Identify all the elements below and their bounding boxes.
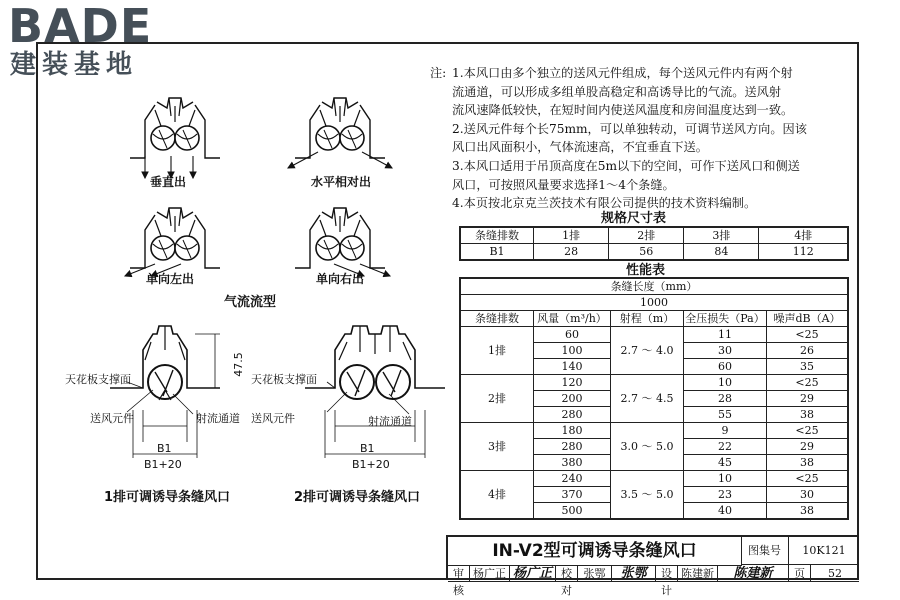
section2-title: 2排可调诱导条缝风口 xyxy=(294,490,421,505)
section1-b1: B1 xyxy=(157,442,172,455)
table-cell: 40 xyxy=(684,503,767,520)
section2-element-label: 送风元件 xyxy=(251,412,295,425)
logo-subtitle: 建装基地 xyxy=(10,50,139,80)
airflow-right xyxy=(295,208,390,276)
table-cell: 1排 xyxy=(534,227,609,244)
table-cell: 23 xyxy=(684,487,767,503)
table-cell: 180 xyxy=(534,423,611,439)
reviewer-signature: 杨广正 xyxy=(510,565,556,582)
table-cell: 10 xyxy=(684,375,767,391)
table-header: 噪声dB（A） xyxy=(767,311,849,327)
airflow-horizontal-label: 水平相对出 xyxy=(311,175,372,189)
table-cell: 10 xyxy=(684,471,767,487)
table-cell: 2排 xyxy=(460,375,534,423)
table-cell: 55 xyxy=(684,407,767,423)
notes xyxy=(430,64,850,213)
table-cell: 条缝排数 xyxy=(460,227,534,244)
table-cell: 500 xyxy=(534,503,611,520)
table-row xyxy=(460,278,848,295)
page-label: 页 xyxy=(789,565,811,582)
table-cell: <25 xyxy=(767,375,849,391)
table-row xyxy=(460,295,848,311)
table-cell: 11 xyxy=(684,327,767,343)
section1-ceiling-label: 天花板支撑面 xyxy=(65,373,131,386)
table-cell: 45 xyxy=(684,455,767,471)
review-label: 审核 xyxy=(448,565,470,582)
table-cell: 29 xyxy=(767,439,849,455)
table-cell: 30 xyxy=(767,487,849,503)
table-row xyxy=(460,327,848,343)
airflow-diagrams xyxy=(40,70,460,590)
table-row xyxy=(460,375,848,391)
reviewer-name: 杨广正 xyxy=(470,565,510,582)
section1-b1-20: B1+20 xyxy=(144,458,182,471)
table-row xyxy=(460,423,848,439)
atlas-label: 图集号 xyxy=(741,537,789,565)
table-cell: 100 xyxy=(534,343,611,359)
table-cell: 4排 xyxy=(759,227,848,244)
table-cell: 3排 xyxy=(684,227,759,244)
table-cell: 4排 xyxy=(460,471,534,520)
section1-drawing xyxy=(110,326,220,458)
table-cell: <25 xyxy=(767,423,849,439)
table-cell: 9 xyxy=(684,423,767,439)
table-cell: 60 xyxy=(684,359,767,375)
table-cell: 200 xyxy=(534,391,611,407)
table-cell: 38 xyxy=(767,407,849,423)
airflow-title: 气流流型 xyxy=(224,295,277,310)
table-cell: 2排 xyxy=(609,227,684,244)
table-cell: 60 xyxy=(534,327,611,343)
table-row xyxy=(460,227,848,244)
table-cell: 120 xyxy=(534,375,611,391)
table-row xyxy=(460,311,848,327)
note-line: 3.本风口适用于吊顶高度在5m以下的空间，可作下送风口和侧送 xyxy=(452,158,800,173)
section1-channel-label: 射流通道 xyxy=(196,412,240,425)
table-cell: 28 xyxy=(534,244,609,261)
table-cell: 84 xyxy=(684,244,759,261)
spec-table-title: 规格尺寸表 xyxy=(601,211,667,226)
table-cell: 22 xyxy=(684,439,767,455)
table-cell: B1 xyxy=(460,244,534,261)
table-cell: <25 xyxy=(767,327,849,343)
table-cell: 112 xyxy=(759,244,848,261)
table-cell: 2.7 ～ 4.5 xyxy=(611,375,684,423)
page-number: 52 xyxy=(811,565,859,582)
perf-length-value: 1000 xyxy=(460,295,848,311)
table-cell: 3.5 ～ 5.0 xyxy=(611,471,684,520)
airflow-vertical-label: 垂直出 xyxy=(150,175,187,189)
table-cell: 380 xyxy=(534,455,611,471)
table-cell: 140 xyxy=(534,359,611,375)
table-cell: 280 xyxy=(534,439,611,455)
table-cell: <25 xyxy=(767,471,849,487)
notes-lead: 注: xyxy=(430,66,447,80)
checker-signature: 张鄂 xyxy=(612,565,656,582)
section1-element-label: 送风元件 xyxy=(90,412,134,425)
table-header: 全压损失（Pa） xyxy=(685,311,765,325)
drawing-title: IN-V2型可调诱导条缝风口 xyxy=(448,537,742,566)
section2-b1-20: B1+20 xyxy=(352,458,390,471)
airflow-horizontal xyxy=(288,98,392,168)
table-cell: 240 xyxy=(534,471,611,487)
designer-signature: 陈建新 xyxy=(718,565,789,582)
table-cell: 28 xyxy=(684,391,767,407)
table-header: 条缝排数 xyxy=(460,311,534,327)
section2-b1: B1 xyxy=(360,442,375,455)
atlas-number: 10K121 xyxy=(789,537,859,565)
table-cell: 30 xyxy=(684,343,767,359)
table-cell: 1排 xyxy=(460,327,534,375)
table-cell: 56 xyxy=(609,244,684,261)
section1-dimension: 47.5 xyxy=(231,352,245,377)
table-cell: 3.0 ～ 5.0 xyxy=(611,423,684,471)
section2-drawing xyxy=(305,326,445,458)
table-cell: 280 xyxy=(534,407,611,423)
perf-table xyxy=(459,277,849,520)
airflow-right-label: 单向右出 xyxy=(316,272,365,286)
airflow-left-label: 单向左出 xyxy=(146,272,195,286)
section2-channel-label: 射流通道 xyxy=(368,415,412,428)
table-cell: 26 xyxy=(767,343,849,359)
airflow-left xyxy=(125,208,220,276)
designer-name: 陈建新 xyxy=(678,565,718,582)
table-row xyxy=(460,471,848,487)
note-line: 1.本风口由多个独立的送风元件组成，每个送风元件内有两个射 xyxy=(452,66,793,80)
table-cell: 370 xyxy=(534,487,611,503)
section1-title: 1排可调诱导条缝风口 xyxy=(104,490,231,505)
table-cell: 38 xyxy=(767,455,849,471)
logo-brand: BADE xyxy=(8,0,153,53)
checker-name: 张鄂 xyxy=(578,565,612,582)
table-cell: 35 xyxy=(767,359,849,375)
note-line: 流通道，可以形成多组单股高稳定和高诱导比的气流。送风射 xyxy=(452,84,782,99)
perf-table-title: 性能表 xyxy=(626,263,666,278)
title-block xyxy=(446,535,859,597)
table-header: 射程（m） xyxy=(611,311,684,327)
note-line: 4.本页按北京克兰茨技术有限公司提供的技术资料编制。 xyxy=(452,196,757,211)
airflow-vertical xyxy=(130,98,220,178)
table-cell: 38 xyxy=(767,503,849,520)
table-cell: 29 xyxy=(767,391,849,407)
design-label: 设计 xyxy=(656,565,678,582)
spec-table xyxy=(459,226,849,261)
perf-length-label: 条缝长度（mm） xyxy=(460,278,848,295)
table-header: 风量（m³/h） xyxy=(534,311,611,327)
note-line: 流风速降低较快，在短时间内使送风温度和房间温度达到一致。 xyxy=(452,103,794,118)
table-cell: 3排 xyxy=(460,423,534,471)
note-line: 2.送风元件每个长75mm，可以单独转动，可调节送风方向。因该 xyxy=(452,121,807,136)
table-cell: 2.7 ～ 4.0 xyxy=(611,327,684,375)
section2-ceiling-label: 天花板支撑面 xyxy=(251,373,317,386)
check-label: 校对 xyxy=(556,565,578,582)
note-line: 风口，可按照风量要求选择1～4个条缝。 xyxy=(452,177,675,192)
table-row xyxy=(460,244,848,261)
note-line: 风口出风面积小，气体流速高，不宜垂直下送。 xyxy=(452,140,708,155)
